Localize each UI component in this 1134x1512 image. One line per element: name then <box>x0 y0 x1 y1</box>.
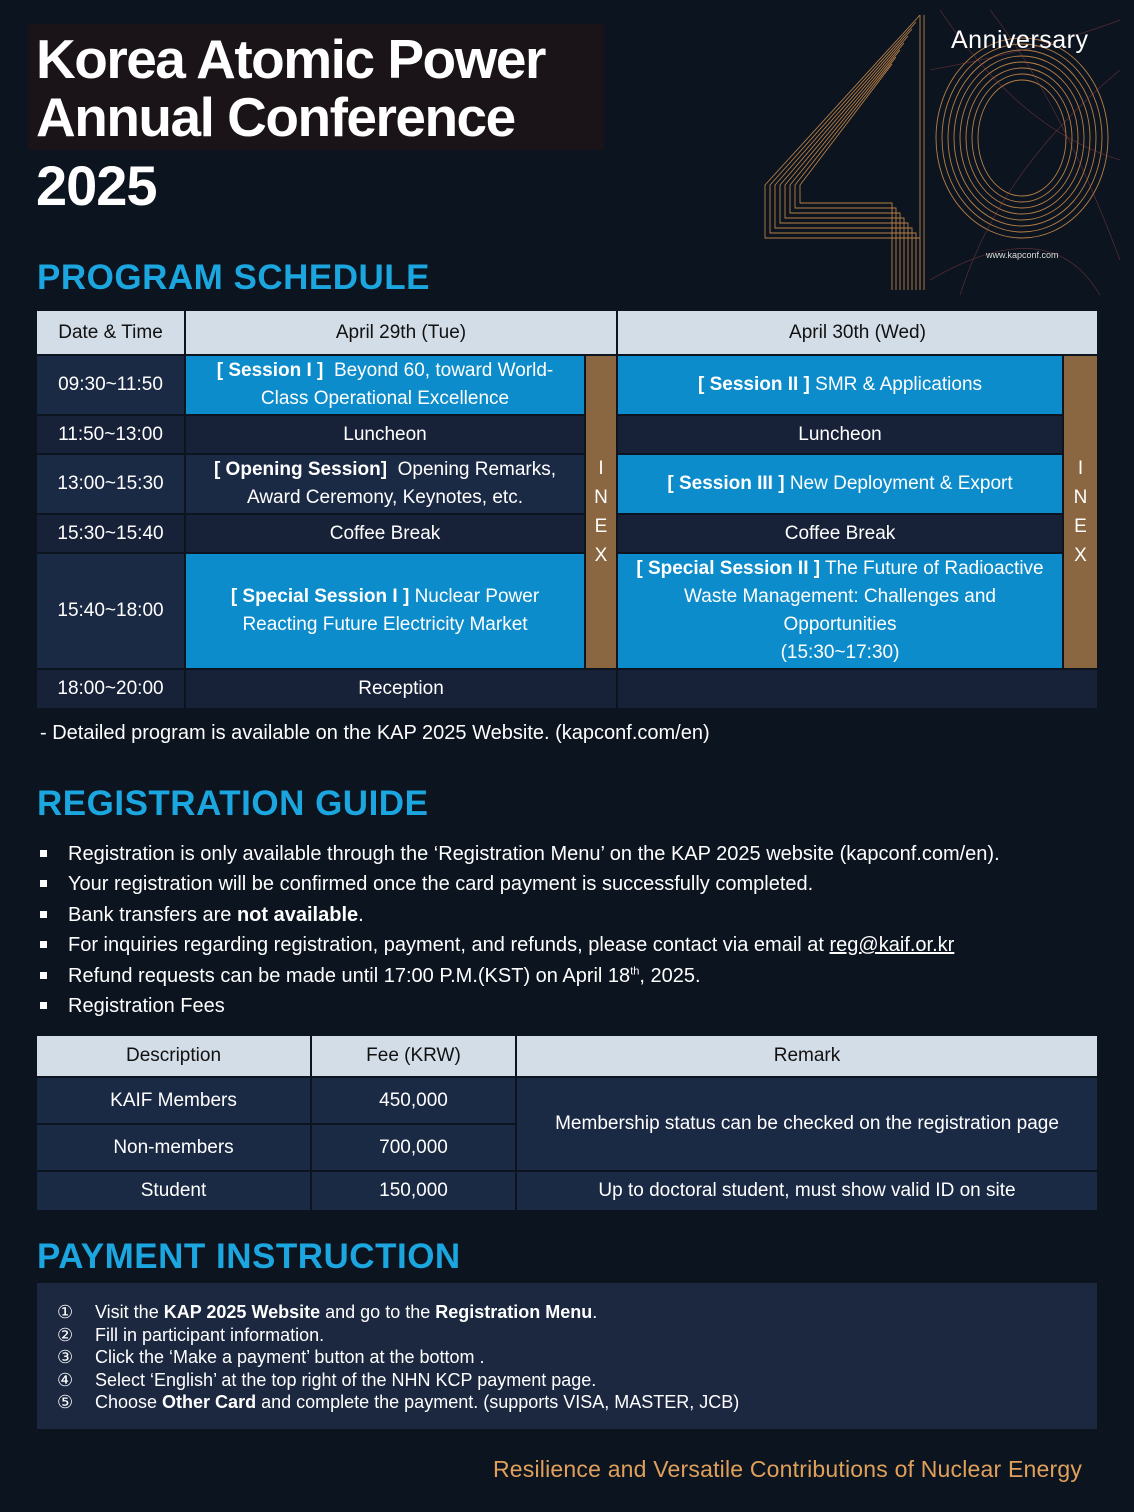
logo-url: www.kapconf.com <box>986 250 1059 260</box>
schedule-note: - Detailed program is available on the KAP 2025 Website. (kapconf.com/en) <box>40 722 710 744</box>
session-2-cell <box>618 356 1062 414</box>
list-text: Bank transfers are <box>68 903 237 926</box>
registration-list <box>40 839 1000 1021</box>
list-text: , 2025. <box>639 964 701 987</box>
header-fee: Fee (KRW) <box>312 1036 515 1076</box>
step-number: ② <box>57 1324 74 1345</box>
opening-session-cell <box>186 455 584 513</box>
time-slot: 13:00~15:30 <box>37 455 184 513</box>
inex-letter: N <box>594 487 608 508</box>
inex-letter: E <box>1074 516 1087 537</box>
step-number: ⑤ <box>57 1392 74 1413</box>
reception: Reception <box>186 670 616 708</box>
step-text: Visit the KAP 2025 Website and go to the Registration Menu. <box>95 1302 598 1322</box>
session-tag: [ Session III ] <box>667 473 785 494</box>
special-session-1-cell <box>186 554 584 668</box>
session-time: (15:30~17:30) <box>780 642 900 663</box>
time-slot: 09:30~11:50 <box>37 356 184 414</box>
program-schedule-heading: PROGRAM SCHEDULE <box>37 258 431 297</box>
coffee-break-day1: Coffee Break <box>186 515 584 552</box>
step-text: Select ‘English’ at the top right of the NHN KCP payment page. <box>95 1369 597 1390</box>
payment-step <box>57 1391 1097 1414</box>
inex-letter: X <box>594 545 608 566</box>
fee-amount: 450,000 <box>312 1078 515 1123</box>
inex-letter: X <box>1074 545 1087 566</box>
list-text: . <box>358 903 364 926</box>
remark-members: Membership status can be checked on the registration page <box>517 1078 1097 1170</box>
fee-description: KAIF Members <box>37 1078 310 1123</box>
title-line-1: Korea Atomic Power <box>36 28 545 90</box>
title-background <box>28 24 604 150</box>
step-text: Fill in participant information. <box>95 1324 325 1345</box>
header-description: Description <box>37 1036 310 1076</box>
step-text: Click the ‘Make a payment’ button at the bottom . <box>95 1347 485 1368</box>
remark-student: Up to doctoral student, must show valid ID on site <box>517 1172 1097 1210</box>
payment-step <box>57 1346 1097 1369</box>
time-slot: 18:00~20:00 <box>37 670 184 708</box>
payment-instruction-heading: PAYMENT INSTRUCTION <box>37 1237 461 1276</box>
conference-tagline: Resilience and Versatile Contributions of Nuclear Energy <box>493 1456 1083 1482</box>
list-text: Refund requests can be made until 17:00 P.M.(KST) on April 18 <box>68 964 631 987</box>
inex-letter: I <box>1077 458 1084 479</box>
header-date-time: Date & Time <box>37 311 184 354</box>
fee-amount: 700,000 <box>312 1125 515 1170</box>
list-item: Registration Fees <box>40 991 1000 1021</box>
fee-description: Student <box>37 1172 310 1210</box>
step-number: ④ <box>57 1369 74 1390</box>
payment-step <box>57 1301 1097 1324</box>
time-slot: 11:50~13:00 <box>37 416 184 453</box>
list-item <box>40 930 1000 960</box>
inex-column-day2 <box>1064 356 1097 668</box>
session-3-cell <box>618 455 1062 513</box>
list-text-bold: not available <box>236 903 359 926</box>
luncheon-day1: Luncheon <box>186 416 584 453</box>
session-title: The Future of Radioactive Waste Management: Challenges and Opportunities <box>684 558 1044 635</box>
inex-letter: E <box>594 516 608 537</box>
time-slot: 15:30~15:40 <box>37 515 184 552</box>
session-title: Beyond 60, toward World-Class Operational Excellence <box>260 360 554 409</box>
list-item: Registration is only available through the ‘Registration Menu’ on the KAP 2025 website (kapconf.com/en). <box>40 839 1000 869</box>
inex-column-day1 <box>586 356 616 668</box>
time-slot: 15:40~18:00 <box>37 554 184 668</box>
step-number: ③ <box>57 1347 74 1368</box>
special-session-2-cell <box>618 554 1062 668</box>
session-title: Nuclear Power Reacting Future Electricity Market <box>242 586 540 635</box>
session-tag: [ Special Session I ] <box>230 586 410 607</box>
fees-table <box>37 1036 1097 1210</box>
payment-step <box>57 1324 1097 1347</box>
schedule-table <box>37 311 1097 709</box>
header-day1: April 29th (Tue) <box>186 311 616 354</box>
inex-letter: I <box>598 458 604 479</box>
session-title: Opening Remarks, Award Ceremony, Keynotes, etc. <box>247 459 557 508</box>
fee-description: Non-members <box>37 1125 310 1170</box>
list-item <box>40 961 1000 991</box>
step-number: ① <box>57 1302 74 1322</box>
list-item <box>40 900 1000 930</box>
list-text: For inquiries regarding registration, payment, and refunds, please contact via email at <box>68 934 830 957</box>
session-tag: [ Opening Session] <box>213 459 388 480</box>
header-remark: Remark <box>517 1036 1097 1076</box>
email-link[interactable]: reg@kaif.or.kr <box>829 934 955 957</box>
session-title: SMR & Applications <box>815 374 983 395</box>
payment-steps-box <box>37 1283 1097 1429</box>
session-1-cell <box>186 356 584 414</box>
session-tag: [ Session II ] <box>697 374 810 395</box>
empty-cell <box>618 670 1097 708</box>
session-title: New Deployment & Export <box>789 473 1013 494</box>
registration-guide-heading: REGISTRATION GUIDE <box>37 784 429 823</box>
session-tag: [ Session I ] <box>216 360 324 381</box>
header-day2: April 30th (Wed) <box>618 311 1097 354</box>
fee-amount: 150,000 <box>312 1172 515 1210</box>
inex-letter: N <box>1073 487 1088 508</box>
title-block <box>28 24 604 218</box>
list-item: Your registration will be confirmed once the card payment is successfully completed. <box>40 869 1000 899</box>
payment-step <box>57 1369 1097 1392</box>
session-tag: [ Special Session II ] <box>636 558 821 579</box>
luncheon-day2: Luncheon <box>618 416 1062 453</box>
title-line-2: Annual Conference <box>36 86 515 148</box>
title-year: 2025 <box>36 154 157 217</box>
ordinal-suffix: th <box>630 964 640 977</box>
coffee-break-day2: Coffee Break <box>618 515 1062 552</box>
anniversary-label: Anniversary <box>951 26 1089 54</box>
step-text: Choose Other Card and complete the payment. (supports VISA, MASTER, JCB) <box>95 1392 740 1413</box>
